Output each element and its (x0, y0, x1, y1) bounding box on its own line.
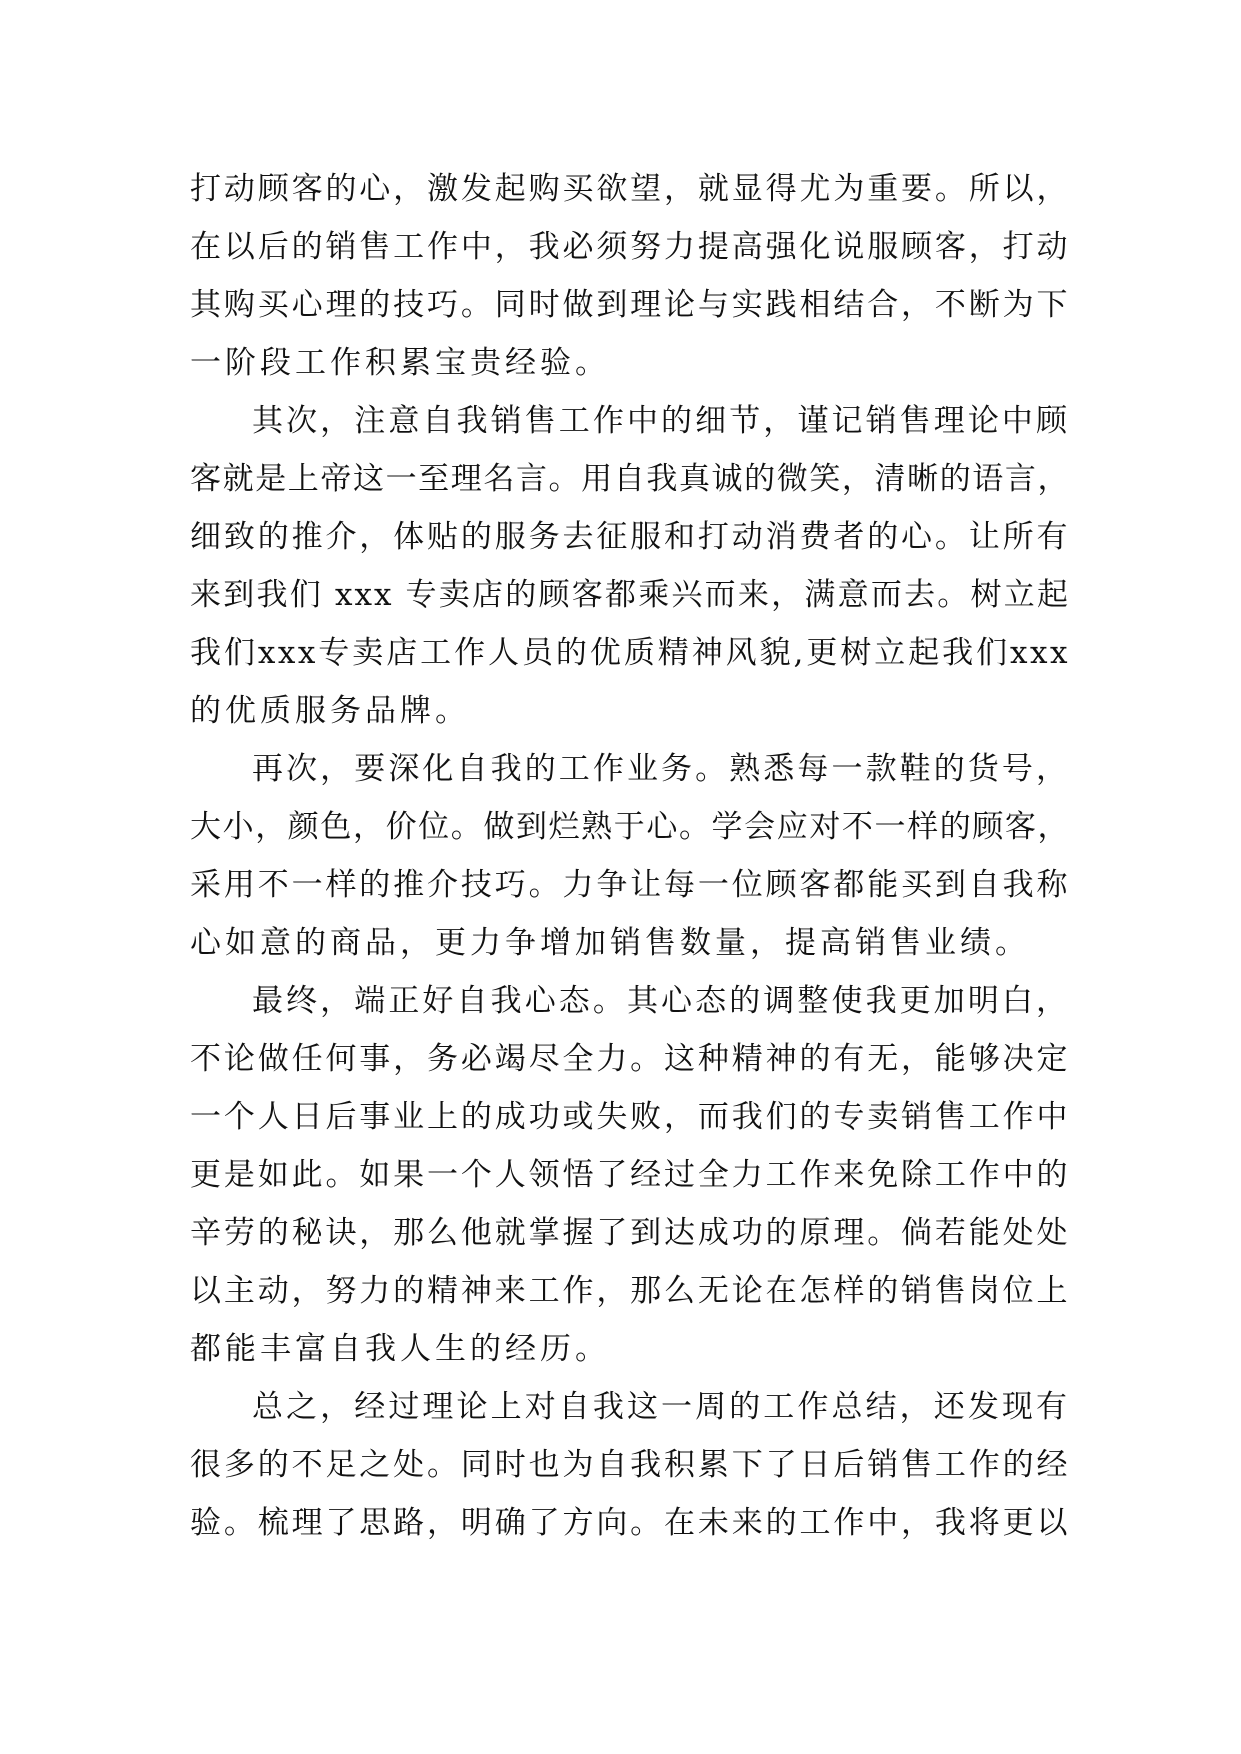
document-body (190, 160, 1070, 1552)
text-line: 细致的推介，体贴的服务去征服和打动消费者的心。让所有 (190, 519, 1070, 555)
text-line: 最终，端正好自我心态。其心态的调整使我更加明白， (252, 983, 1070, 1019)
text-line: 一个人日后事业上的成功或失败，而我们的专卖销售工作中 (190, 1099, 1070, 1135)
text-line: 在以后的销售工作中，我必须努力提高强化说服顾客，打动 (190, 229, 1070, 265)
text-line: 不论做任何事，务必竭尽全力。这种精神的有无，能够决定 (190, 1041, 1070, 1077)
text-line: 我们xxx专卖店工作人员的优质精神风貌,更树立起我们xxx (190, 635, 1070, 671)
text-line: 采用不一样的推介技巧。力争让每一位顾客都能买到自我称 (190, 867, 1070, 903)
text-line: 客就是上帝这一至理名言。用自我真诚的微笑，清晰的语言， (190, 461, 1070, 497)
text-line: 其次，注意自我销售工作中的细节，谨记销售理论中顾 (252, 403, 1070, 439)
text-line: 打动顾客的心，激发起购买欲望，就显得尤为重要。所以， (190, 171, 1070, 207)
text-line: 的优质服务品牌。 (190, 693, 470, 729)
text-line: 再次，要深化自我的工作业务。熟悉每一款鞋的货号， (252, 751, 1070, 787)
text-line: 更是如此。如果一个人领悟了经过全力工作来免除工作中的 (190, 1157, 1070, 1193)
text-line: 很多的不足之处。同时也为自我积累下了日后销售工作的经 (190, 1447, 1070, 1483)
text-line: 来到我们 xxx 专卖店的顾客都乘兴而来，满意而去。树立起 (190, 577, 1070, 613)
text-line: 辛劳的秘诀，那么他就掌握了到达成功的原理。倘若能处处 (190, 1215, 1070, 1251)
text-line: 总之，经过理论上对自我这一周的工作总结，还发现有 (252, 1389, 1070, 1425)
text-line: 大小，颜色，价位。做到烂熟于心。学会应对不一样的顾客， (190, 809, 1070, 845)
text-line: 都能丰富自我人生的经历。 (190, 1331, 610, 1367)
text-line: 验。梳理了思路，明确了方向。在未来的工作中，我将更以 (190, 1505, 1070, 1541)
text-line: 心如意的商品，更力争增加销售数量，提高销售业绩。 (190, 925, 1030, 961)
text-line: 其购买心理的技巧。同时做到理论与实践相结合，不断为下 (190, 287, 1070, 323)
text-line: 以主动，努力的精神来工作，那么无论在怎样的销售岗位上 (190, 1273, 1070, 1309)
text-line: 一阶段工作积累宝贵经验。 (190, 345, 610, 381)
